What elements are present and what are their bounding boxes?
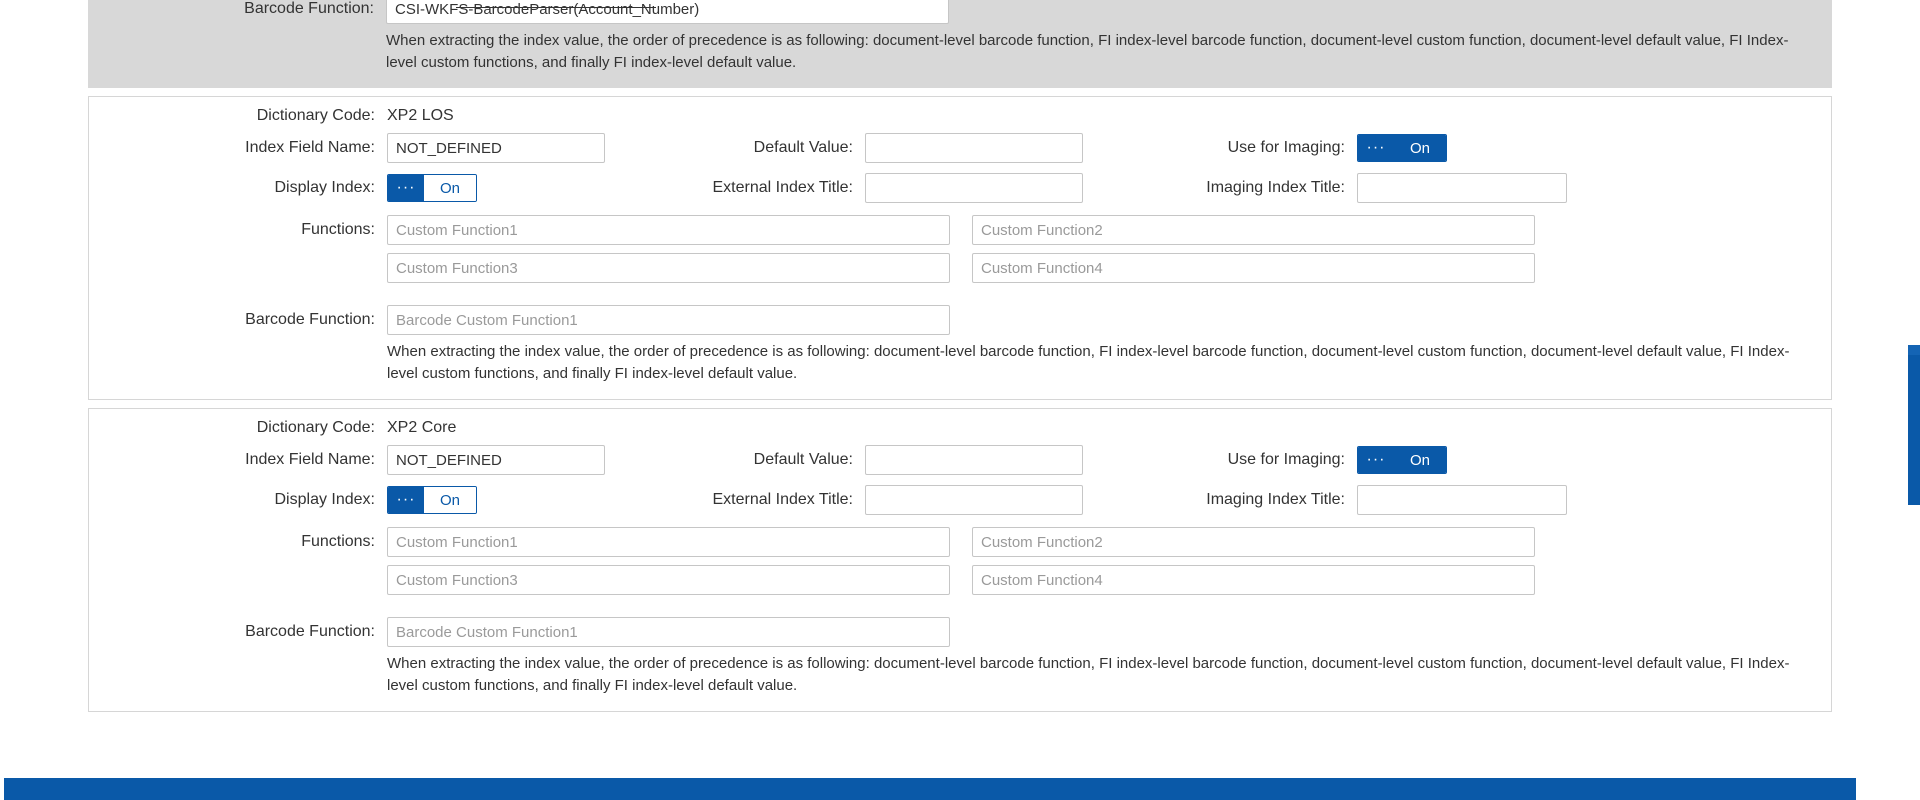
display-index-row	[107, 485, 1813, 515]
display-index-state: On	[424, 175, 476, 201]
use-for-imaging-state: On	[1394, 135, 1446, 161]
dictionary-code-row	[107, 419, 1813, 437]
default-value-label: Default Value:	[753, 451, 853, 468]
custom-function-2-input[interactable]	[972, 527, 1535, 557]
bottom-bar-right-cap	[1856, 778, 1920, 800]
bottom-status-bar	[0, 778, 1920, 800]
default-value-input[interactable]	[865, 133, 1083, 163]
barcode-function-label: Barcode Function:	[245, 623, 375, 640]
dictionary-code-value: XP2 Core	[387, 419, 457, 436]
panel-barcode-top	[88, 0, 1832, 88]
barcode-precedence-helper: When extracting the index value, the order of precedence is as following: document-level barcode function, FI index-level barcode function, document-level custom function, document-level default value, FI Index-level custom functions, and finally FI index-level default value.	[387, 655, 1790, 694]
barcode-function-input-wrap-top	[386, 0, 949, 24]
external-index-title-input[interactable]	[865, 485, 1083, 515]
default-value-group	[645, 445, 1083, 475]
custom-function-3-input[interactable]	[387, 565, 950, 595]
custom-function-3-input[interactable]	[387, 253, 950, 283]
external-index-title-label: External Index Title:	[712, 491, 853, 508]
dictionary-code-row	[107, 107, 1813, 125]
external-index-title-group	[645, 173, 1083, 203]
functions-block	[387, 215, 1535, 291]
functions-row	[107, 215, 1813, 291]
barcode-function-label-top: Barcode Function:	[244, 0, 374, 17]
default-value-group	[645, 133, 1083, 163]
use-for-imaging-group	[1127, 134, 1447, 162]
left-gutter	[0, 0, 88, 800]
functions-block	[387, 527, 1535, 603]
custom-function-4-input[interactable]	[972, 565, 1535, 595]
scrollbar-thumb[interactable]	[1908, 355, 1920, 505]
display-index-row	[107, 173, 1813, 203]
custom-function-1-input[interactable]	[387, 527, 950, 557]
custom-function-2-input[interactable]	[972, 215, 1535, 245]
display-index-toggle[interactable]	[387, 174, 477, 202]
imaging-index-title-input[interactable]	[1357, 173, 1567, 203]
content-area	[88, 0, 1832, 720]
dictionary-code-label: Dictionary Code:	[256, 107, 375, 124]
barcode-function-row	[107, 617, 1813, 647]
index-field-name-label: Index Field Name:	[245, 139, 375, 156]
barcode-function-row	[107, 305, 1813, 335]
barcode-precedence-helper: When extracting the index value, the order of precedence is as following: document-level barcode function, FI index-level barcode function, document-level custom function, document-level default value, FI Index-level custom functions, and finally FI index-level default value.	[387, 343, 1790, 382]
use-for-imaging-toggle[interactable]	[1357, 446, 1447, 474]
use-for-imaging-label: Use for Imaging:	[1227, 139, 1345, 156]
use-for-imaging-toggle[interactable]	[1357, 134, 1447, 162]
functions-row-2	[387, 565, 1535, 595]
index-field-name-label: Index Field Name:	[245, 451, 375, 468]
functions-row	[107, 527, 1813, 603]
strikethrough-decoration	[456, 7, 656, 8]
scrollbar-thumb-top[interactable]	[1908, 345, 1920, 355]
ellipsis-icon: ···	[388, 175, 424, 201]
index-field-name-input[interactable]	[387, 133, 605, 163]
default-value-input[interactable]	[865, 445, 1083, 475]
index-field-row	[107, 133, 1813, 163]
barcode-function-row-top	[106, 0, 1814, 24]
external-index-title-group	[645, 485, 1083, 515]
display-index-toggle[interactable]	[387, 486, 477, 514]
dictionary-code-value: XP2 LOS	[387, 107, 454, 124]
use-for-imaging-state: On	[1394, 447, 1446, 473]
functions-label: Functions:	[301, 221, 375, 238]
display-index-state: On	[424, 487, 476, 513]
functions-row-2	[387, 253, 1535, 283]
functions-row-1	[387, 527, 1535, 557]
imaging-index-title-input[interactable]	[1357, 485, 1567, 515]
imaging-index-title-group	[1127, 173, 1567, 203]
dictionary-code-label: Dictionary Code:	[256, 419, 375, 436]
custom-function-4-input[interactable]	[972, 253, 1535, 283]
display-index-label: Display Index:	[274, 491, 375, 508]
ellipsis-icon: ···	[1358, 135, 1394, 161]
bottom-bar-left-cap	[0, 778, 4, 800]
imaging-index-title-label: Imaging Index Title:	[1206, 491, 1345, 508]
external-index-title-label: External Index Title:	[712, 179, 853, 196]
display-index-label: Display Index:	[274, 179, 375, 196]
functions-row-1	[387, 215, 1535, 245]
default-value-label: Default Value:	[753, 139, 853, 156]
panel-dictionary-xp2-core	[88, 408, 1832, 712]
use-for-imaging-group	[1127, 446, 1447, 474]
barcode-function-input[interactable]	[387, 617, 950, 647]
barcode-function-input-top[interactable]	[386, 0, 949, 24]
index-field-row	[107, 445, 1813, 475]
functions-label: Functions:	[301, 533, 375, 550]
imaging-index-title-label: Imaging Index Title:	[1206, 179, 1345, 196]
use-for-imaging-label: Use for Imaging:	[1227, 451, 1345, 468]
imaging-index-title-group	[1127, 485, 1567, 515]
ellipsis-icon: ···	[1358, 447, 1394, 473]
barcode-precedence-helper-top: When extracting the index value, the order of precedence is as following: document-level barcode function, FI index-level barcode function, document-level custom function, document-level default value, FI Index-level custom functions, and finally FI index-level default value.	[386, 32, 1789, 71]
custom-function-1-input[interactable]	[387, 215, 950, 245]
index-field-name-input[interactable]	[387, 445, 605, 475]
barcode-function-input[interactable]	[387, 305, 950, 335]
barcode-function-label: Barcode Function:	[245, 311, 375, 328]
external-index-title-input[interactable]	[865, 173, 1083, 203]
panel-dictionary-xp2-los	[88, 96, 1832, 400]
ellipsis-icon: ···	[388, 487, 424, 513]
